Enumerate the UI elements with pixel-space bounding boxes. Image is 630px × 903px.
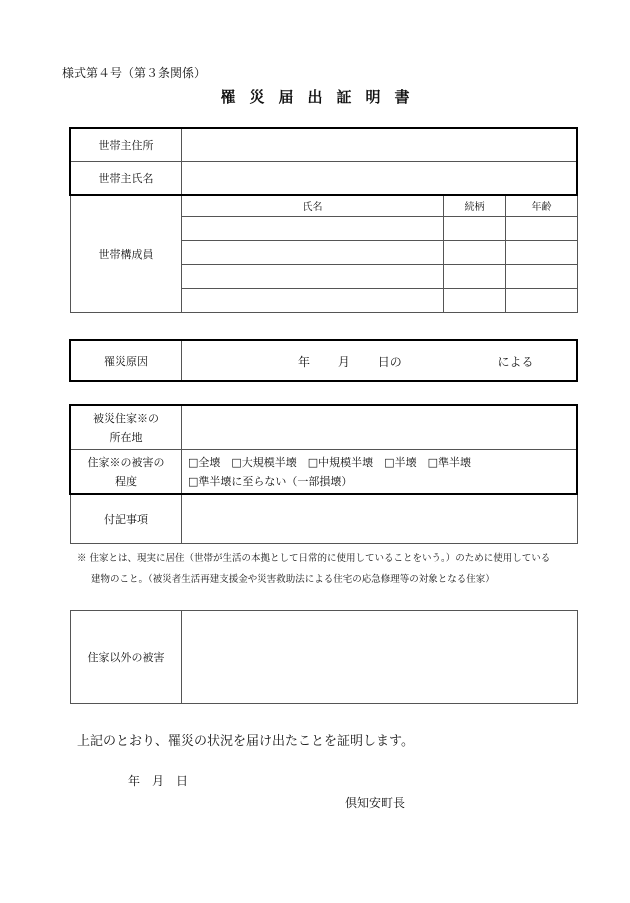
certification-statement: 上記のとおり、罹災の状況を届け出たことを証明します。 [77,734,414,749]
damage-table [70,405,578,544]
household-head-name-label: 世帯主氏名 [71,162,182,195]
non-house-damage-field[interactable] [182,611,578,704]
member-relation-cell[interactable] [444,241,506,265]
damaged-house-location-label [71,406,182,450]
member-age-cell[interactable] [506,241,578,265]
member-relation-cell[interactable] [444,265,506,289]
degree-label-line1: 住家※の被害の [87,455,165,469]
member-name-cell[interactable] [182,265,444,289]
member-name-cell[interactable] [182,241,444,265]
location-label-line2: 所在地 [109,430,143,444]
cause-due-to: による [497,354,534,369]
document-title: 罹災届出証明書 [220,88,424,106]
household-head-name-field[interactable] [182,162,578,195]
col-age-header: 年齢 [506,195,578,217]
remarks-field[interactable] [182,494,578,544]
cause-month: 月 [337,354,350,369]
footnote-line1: ※ 住家とは、現実に居住（世帯が生活の本拠として日常的に使用していることをいう。）のために使用している [77,553,551,564]
remarks-label: 付記事項 [71,494,182,544]
col-relation-header: 続柄 [444,195,506,217]
damage-options-line1[interactable]: □全壊 □大規模半壊 □中規模半壊 □半壊 □準半壊 [188,455,471,469]
certification-date: 年 月 日 [128,774,189,788]
degree-label-line2: 程度 [115,474,137,488]
non-house-damage-table [70,610,578,704]
household-table [70,128,578,313]
member-age-cell[interactable] [506,289,578,313]
damage-degree-label [71,450,182,494]
damage-options-line2[interactable]: □準半壊に至らない（一部損壊） [188,474,353,488]
cause-label: 罹災原因 [71,341,182,382]
household-head-address-label: 世帯主住所 [71,129,182,162]
footnote-line2: 建物のこと。（被災者生活再建支援金や災害救助法による住宅の応急修理等の対象となる住家） [91,574,495,585]
household-members-label: 世帯構成員 [71,195,182,313]
cause-year: 年 [298,354,311,369]
member-age-cell[interactable] [506,217,578,241]
member-relation-cell[interactable] [444,217,506,241]
member-age-cell[interactable] [506,265,578,289]
member-name-cell[interactable] [182,289,444,313]
damaged-house-location-field[interactable] [182,406,578,450]
cause-table [70,340,578,382]
form-number: 様式第４号（第３条関係） [62,66,207,80]
non-house-damage-label: 住家以外の被害 [71,611,182,704]
location-label-line1: 被災住家※の [93,411,159,425]
member-relation-cell[interactable] [444,289,506,313]
col-name-header: 氏名 [182,195,444,217]
issuer-name: 倶知安町長 [345,796,406,810]
damage-degree-options[interactable] [182,450,578,494]
member-name-cell[interactable] [182,217,444,241]
cause-day-of: 日の [377,354,402,369]
cause-field[interactable] [182,341,578,382]
household-head-address-field[interactable] [182,129,578,162]
